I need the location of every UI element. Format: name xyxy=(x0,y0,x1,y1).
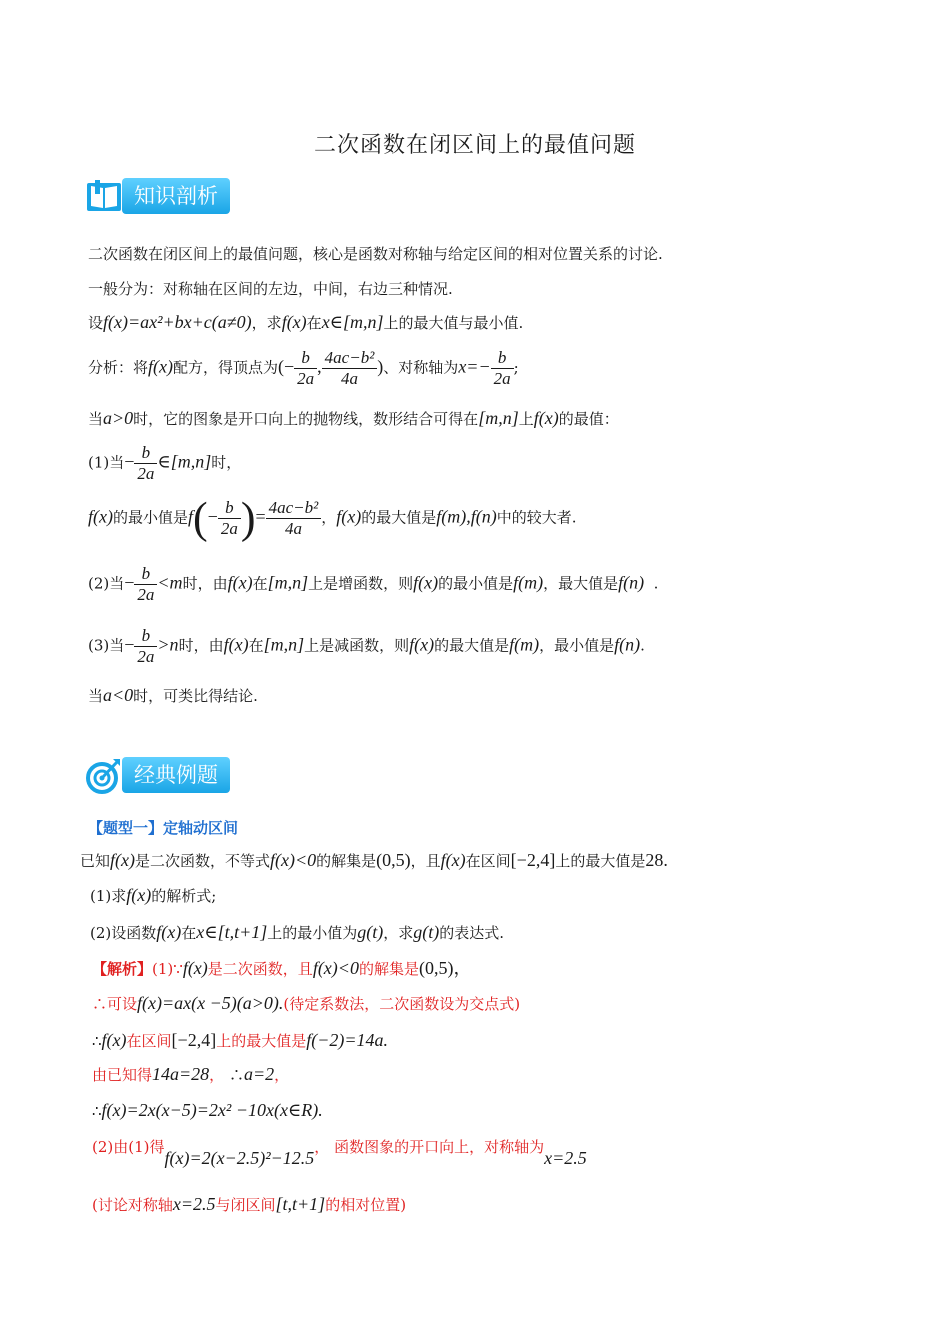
math: f(x) xyxy=(413,572,439,593)
math: f(x) xyxy=(110,850,135,870)
math: f(x) xyxy=(533,408,559,428)
text: 已知 xyxy=(80,852,111,870)
text: 上的最大值是 xyxy=(216,1032,307,1050)
math: f(n) xyxy=(618,572,645,593)
fraction xyxy=(491,348,514,389)
para-3 xyxy=(88,312,523,333)
text: 的解析式; xyxy=(151,887,217,905)
text: 是二次函数，且 xyxy=(207,960,313,978)
math: f(x) xyxy=(223,634,249,655)
text: ， xyxy=(209,1066,225,1084)
math: f(x) xyxy=(148,356,173,377)
text: ，最小值是 xyxy=(539,636,615,655)
text: 在 xyxy=(252,574,268,593)
solution-line-1 xyxy=(92,958,471,979)
text: ∴ xyxy=(92,1102,102,1120)
text: . xyxy=(644,574,659,593)
math: (0,5)， xyxy=(418,958,472,978)
text: . xyxy=(640,636,645,655)
math: f(n) xyxy=(614,634,641,655)
solution-label: 【解析】 xyxy=(92,960,153,978)
math: f(x) xyxy=(281,312,307,332)
text: (讨论对称轴 xyxy=(92,1196,173,1214)
math: 28. xyxy=(645,850,668,870)
text: (1)当 xyxy=(88,453,125,472)
math: − xyxy=(124,572,135,593)
problem-type-heading: 【题型一】定轴动区间 xyxy=(88,819,239,837)
text: 设 xyxy=(88,314,104,332)
text: 的解集是 xyxy=(358,960,419,978)
math: f(m) xyxy=(509,634,540,655)
solution-line-5 xyxy=(92,1100,323,1121)
fraction xyxy=(266,498,322,539)
para-1: 二次函数在闭区间上的最值问题，核心是函数对称轴与给定区间的相对位置关系的讨论. xyxy=(88,245,663,263)
text: ，最大值是 xyxy=(543,574,619,593)
text: 的最大值是 xyxy=(434,636,510,655)
text: 时， xyxy=(211,453,242,472)
text: ，求 xyxy=(251,314,282,332)
text: 上是减函数，则 xyxy=(304,636,410,655)
math: x=2.5 xyxy=(544,1148,587,1168)
fraction xyxy=(134,443,157,484)
example-statement xyxy=(80,850,668,871)
math: f(x) xyxy=(156,922,182,942)
text: 在区间 xyxy=(126,1032,172,1050)
text: 的解集是 xyxy=(316,852,377,870)
section-label: 经典例题 xyxy=(122,757,230,793)
math: (0,5) xyxy=(376,850,411,870)
numerator: b xyxy=(134,443,157,464)
math: <m xyxy=(157,572,183,593)
text: 时，由 xyxy=(182,574,228,593)
math: ∈[m,n] xyxy=(157,451,212,472)
target-icon xyxy=(86,756,122,794)
math: [m,n] xyxy=(267,572,309,593)
text: ， xyxy=(274,1066,290,1084)
solution-line-2 xyxy=(92,993,520,1014)
text: 的最值： xyxy=(558,410,619,428)
math: f(x) xyxy=(409,634,435,655)
para-6 xyxy=(88,685,258,706)
text: 在区间 xyxy=(465,852,511,870)
text: 配方，得顶点为 xyxy=(173,358,279,377)
text: 的最小值是 xyxy=(112,508,188,527)
text: 上是增函数，则 xyxy=(308,574,414,593)
text: ，求 xyxy=(383,924,414,942)
fraction xyxy=(134,564,157,605)
math: f(m) xyxy=(513,572,544,593)
math: f(x) xyxy=(101,1030,127,1050)
math: [t,t+1] xyxy=(275,1194,326,1214)
text: 中的较大者. xyxy=(496,508,577,527)
numerator: b xyxy=(218,498,241,519)
text: (1)∵ xyxy=(152,960,183,978)
text: 的表达式. xyxy=(439,924,505,942)
math: a<0 xyxy=(103,685,134,705)
math: f(x) xyxy=(88,506,113,527)
math: , xyxy=(317,356,322,377)
text: 时，它的图象是开口向上的抛物线，数形结合可得在 xyxy=(133,410,479,428)
solution-line-6 xyxy=(92,1136,587,1176)
text: ，且 xyxy=(410,852,441,870)
case-3 xyxy=(88,626,645,667)
denominator: 4a xyxy=(340,369,358,388)
section-label: 知识剖析 xyxy=(122,178,230,214)
question-2 xyxy=(90,922,504,943)
math: a>0 xyxy=(103,408,134,428)
numerator: b xyxy=(134,626,157,647)
text: 分析：将 xyxy=(88,358,149,377)
left-paren: ( xyxy=(193,493,208,543)
text: (3)当 xyxy=(88,636,125,655)
text: ， xyxy=(321,508,337,527)
fraction xyxy=(322,348,378,389)
solution-line-7 xyxy=(92,1194,406,1215)
numerator: b xyxy=(491,348,514,369)
math: [−2,4] xyxy=(510,850,556,870)
text: 由已知得 xyxy=(92,1066,153,1084)
denominator: 2a xyxy=(137,464,155,483)
denominator: 2a xyxy=(493,369,511,388)
math: ) xyxy=(377,356,384,377)
math: f(x)=2(x−2.5)²−12.5 xyxy=(164,1148,315,1168)
denominator: 4a xyxy=(284,519,302,538)
para-2: 一般分为：对称轴在区间的左边，中间，右边三种情况. xyxy=(88,280,453,298)
text: ， xyxy=(314,1138,330,1156)
math: f xyxy=(188,506,194,527)
text: 当 xyxy=(88,687,104,705)
case-1-result xyxy=(88,493,577,543)
numerator: 4ac−b² xyxy=(266,498,322,519)
math: − xyxy=(124,634,135,655)
math: x=− xyxy=(458,356,491,377)
text: 在 xyxy=(181,924,197,942)
numerator: b xyxy=(134,564,157,585)
case-2 xyxy=(88,564,658,605)
math: = xyxy=(255,506,266,527)
math: f(x)=ax²+bx+c(a≠0) xyxy=(103,312,252,332)
denominator: 2a xyxy=(137,585,155,604)
right-paren: ) xyxy=(240,493,256,543)
text: 、对称轴为 xyxy=(383,358,459,377)
math: f(m),f(n) xyxy=(436,506,497,527)
text: 在 xyxy=(306,314,322,332)
math: f(x) xyxy=(182,958,208,978)
text: (2)由(1)得 xyxy=(92,1138,165,1156)
denominator: 2a xyxy=(137,647,155,666)
text: 上的最大值与最小值. xyxy=(383,314,524,332)
math: f(x)<0 xyxy=(270,850,317,870)
numerator: b xyxy=(294,348,317,369)
text: 函数图象的开口向上，对称轴为 xyxy=(334,1138,545,1156)
book-icon xyxy=(86,178,122,214)
text: 的最大值是 xyxy=(361,508,437,527)
solution-line-4 xyxy=(92,1064,289,1085)
text: ; xyxy=(513,358,519,377)
text: 是二次函数，不等式 xyxy=(135,852,271,870)
math: − xyxy=(124,451,135,472)
text: (2)设函数 xyxy=(90,924,157,942)
text: (2)当 xyxy=(88,574,125,593)
fraction xyxy=(218,498,241,539)
text: 上的最小值为 xyxy=(267,924,358,942)
math: f(x) xyxy=(227,572,253,593)
math: f(x) xyxy=(440,850,466,870)
math: [m,n] xyxy=(478,408,519,428)
numerator: 4ac−b² xyxy=(322,348,378,369)
text: 时，可类比得结论. xyxy=(133,687,258,705)
math: >n xyxy=(157,634,179,655)
math: 14a=28 xyxy=(152,1064,210,1084)
math: f(x)=2x(x−5)=2x² −10x(x∈R). xyxy=(101,1100,323,1120)
math: f(x)<0 xyxy=(312,958,359,978)
math: x∈[t,t+1] xyxy=(196,922,268,942)
math: f(−2)=14a. xyxy=(306,1030,388,1050)
text: (待定系数法，二次函数设为交点式) xyxy=(283,995,521,1013)
text: 与闭区间 xyxy=(215,1196,276,1214)
math: x∈[m,n] xyxy=(321,312,384,332)
question-1 xyxy=(90,885,216,906)
denominator: 2a xyxy=(220,519,238,538)
math: a=2 xyxy=(243,1064,275,1084)
fraction xyxy=(294,348,317,389)
text: ∴可设 xyxy=(92,995,138,1013)
math: f(x) xyxy=(126,885,152,905)
text: 的相对位置) xyxy=(325,1196,407,1214)
math: (− xyxy=(278,356,295,377)
text: 时，由 xyxy=(178,636,224,655)
math: f(x) xyxy=(336,506,362,527)
text: 在 xyxy=(248,636,264,655)
denominator: 2a xyxy=(297,369,315,388)
fraction xyxy=(134,626,157,667)
math: g(t) xyxy=(357,922,384,942)
math: f(x)=ax(x −5)(a>0). xyxy=(137,993,284,1013)
math: [m,n] xyxy=(263,634,305,655)
text: ∴ xyxy=(228,1066,244,1084)
text: ∴ xyxy=(92,1032,102,1050)
text: 的最小值是 xyxy=(438,574,514,593)
math: g(t) xyxy=(413,922,440,942)
para-4 xyxy=(88,348,519,389)
case-1 xyxy=(88,443,241,484)
page-title: 二次函数在闭区间上的最值问题 xyxy=(313,133,636,158)
solution-line-3 xyxy=(92,1030,388,1051)
text: 当 xyxy=(88,410,104,428)
math: [−2,4] xyxy=(171,1030,217,1050)
math: x=2.5 xyxy=(172,1194,216,1214)
text: 上的最大值是 xyxy=(555,852,646,870)
text: (1)求 xyxy=(90,887,127,905)
text: 上 xyxy=(518,410,534,428)
math: − xyxy=(207,506,218,527)
para-5 xyxy=(88,408,619,429)
